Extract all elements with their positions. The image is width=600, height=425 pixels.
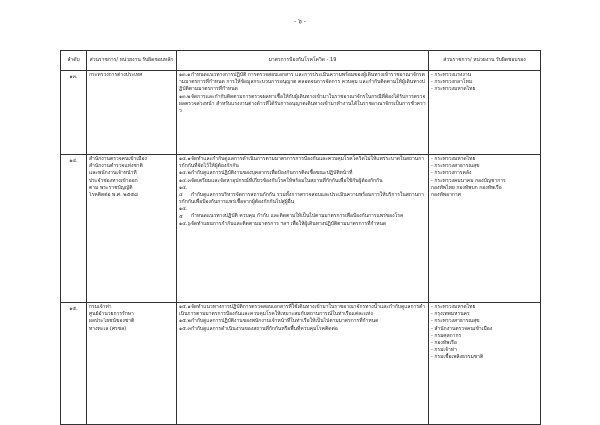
support-agency-item: - กระทรวงสาธารณสุข xyxy=(431,163,480,170)
support-agency-item: - กระทรวงแรงงาน xyxy=(431,72,472,78)
support-agency-item: - กรมเจ้าท่า xyxy=(431,347,457,354)
row-seq: ๑๔. xyxy=(61,155,87,303)
main-agency-line: กระทรวงการต่างประเทศ xyxy=(89,72,143,78)
row-seq: ๑๕. xyxy=(61,303,87,425)
measures-cell xyxy=(177,303,429,425)
measures-cell xyxy=(177,71,429,155)
main-agency-line: โรคติดต่อ พ.ศ. ๒๕๕๘ xyxy=(89,192,139,199)
main-agency-line: ตาม พระราชบัญญัติ xyxy=(89,184,133,191)
measure-item: ๑๔.๖จัดทำแผนการกำกับและติดตามมาตรการ ฯลฯ เพื่อให้ผู้เดินทางปฏิบัติตามมาตรการที่กำหนด xyxy=(179,220,387,227)
support-agency-item: - กระทรวงการคลัง xyxy=(431,170,472,177)
main-agency-line: สำนักงานตรวจคนเข้าเมือง xyxy=(89,156,147,162)
measures-table xyxy=(60,50,541,425)
measure-item: ๑๔.๓จัดเตรียมและจัดหาอุปกรณ์ที่เกี่ยวข้องกับโรคให้พร้อมในสถานที่กักกันเพื่อใช้กับผู้ต้องกักกัน xyxy=(179,177,383,184)
measure-item: ๑๕.๒กำกับดูแลการปฏิบัติงานของพนักงานเจ้าหน้าที่ในท่าเรือให้เป็นไปตามมาตรการที่กำหนด xyxy=(179,318,379,325)
measure-item: ๑๔.๔ กำกับดูแลการบริหารจัดการสถานกักกัน รวมทั้งการตรวจสอบและประเมินความพร้อมการให้บริการในสถานการกักกันเพื่อป้องกันการแพร่เชื้อจากผู้ต้องกักกันไปสู่ผู้อื่น xyxy=(179,184,424,206)
support-agency-item: - กระทรวงกลาโหม xyxy=(431,79,473,86)
page-number: - ๖ - xyxy=(294,18,306,25)
measure-item: ๑๓.๑กำหนดแนวทางการปฏิบัติ การตรวจสอบเอกสาร และการประเมินความพร้อมของผู้เดินทางเข้าราชอาณาจักรตามมาตรการที่กำหนด การให้ข้อมูลกระบวนการอนุญาต ตลอดจนการจัดการ ควบคุม และกำกับติดตามให้ผู้เดินทางปฏิบัติตามมาตรการที่กำหนด xyxy=(179,72,425,93)
support-agency xyxy=(429,71,541,155)
support-agency xyxy=(429,155,541,303)
header-measures: มาตรการป้องกันโรคโควิด - 19 xyxy=(177,51,429,71)
table-row xyxy=(61,155,541,303)
support-agency-item: - กระทรวงมหาดไทย xyxy=(431,86,476,93)
row-seq: ๑๓. xyxy=(61,71,87,155)
header-seq: ลำดับ xyxy=(61,51,87,71)
support-agency-item: - กองทัพเรือ xyxy=(431,340,457,347)
header-support-agency: ส่วนราชการ/ หน่วยงาน รับผิดชอบรอง xyxy=(429,51,541,71)
measures-cell xyxy=(177,155,429,303)
support-agency-item: กองทัพอากาศ xyxy=(431,192,461,199)
main-agency-line: ศูนย์อำนวยการรักษา xyxy=(89,311,134,318)
main-agency-line: กรมเจ้าท่า xyxy=(89,304,112,310)
measure-item: ๑๔.๒กำกับดูแลการปฏิบัติงานของบุคลากรเพื่อป้องกันการติดเชื้อขณะปฏิบัติหน้าที่ xyxy=(179,170,353,177)
header-main-agency: ส่วนราชการ/ หน่วยงาน รับผิดชอบหลัก xyxy=(87,51,177,71)
main-agency xyxy=(87,303,177,425)
support-agency-item: - กรมศุลกากร xyxy=(431,332,462,339)
main-agency xyxy=(87,71,177,155)
support-agency-item: - กรมเชื้อเพลิงธรรมชาติ xyxy=(431,354,484,361)
main-agency-line: และพนักงานเจ้าหน้าที่ xyxy=(89,170,137,177)
main-agency-line: ทางทะเล (ศรชล) xyxy=(89,325,127,332)
measure-item: ๑๓.๒จัดการและกำกับติดตามการตรวจผลหาเชื้อให้กับผู้เดินทางเข้ามาในราชอาณาจักรในกรณีที่ต้องได้รับการตรวจผลตรวจล่วงหน้า สำหรับแรงงานต่างด้าวที่ได้รับการอนุญาตเดินทางเข้ามาทำงานได้ในราชอาณาจักรเป็นการชั่วคราว xyxy=(179,93,426,115)
main-agency xyxy=(87,155,177,303)
table-header-row xyxy=(61,51,541,71)
main-agency-line: สำนักงานตำรวจแห่งชาติ xyxy=(89,163,143,170)
support-agency-item: - สำนักงานตรวจคนเข้าเมือง xyxy=(431,325,493,332)
main-agency-line: ผลประโยชน์ของชาติ xyxy=(89,318,135,325)
table-row xyxy=(61,71,541,155)
main-agency-line: ประจำช่องทางเข้าออก xyxy=(89,177,138,184)
measure-item: ๑๕.๑จัดทำแนวทางการปฏิบัติการตรวจสอบเอกสารที่ใช้เดินทางเข้ามาในราชอาณาจักรทางน้ำและกำกับดูแลการดำเนินการตามมาตรการป้องกันและควบคุมโรคให้เหมาะสมกับสถานการณ์ในท่าเรือแต่ละแห่ง xyxy=(179,304,426,318)
measure-item: ๑๕.๓กำกับดูแลการดำเนินงานของสถานที่กักกันหรือพื้นที่ควบคุมโรคติดต่อ xyxy=(179,325,338,332)
support-agency-item: กองทัพไทย กองทัพบก กองทัพเรือ xyxy=(431,184,502,191)
support-agency-item: - กรุงเทพมหานคร xyxy=(431,311,470,318)
support-agency-item: - กระทรวงมหาดไทย xyxy=(431,156,476,162)
support-agency-item: - กระทรวงมหาดไทย xyxy=(431,304,476,310)
support-agency-item: - กระทรวงคมนาคม กองบัญชาการ xyxy=(431,177,506,184)
support-agency xyxy=(429,303,541,425)
table-row xyxy=(61,303,541,425)
support-agency-item: - กระทรวงสาธารณสุข xyxy=(431,318,480,325)
measure-item: ๑๔.๑จัดทำและกำกับดูแลการดำเนินการตามมาตรการการป้องกันและควบคุมโรคโควิดไม่ให้แพร่ระบาดในสถานการกักกันที่จัดไว้ให้ผู้ต้องกักกัน xyxy=(179,156,425,170)
measure-item: ๑๔.๕ กำหนดแนวทางปฏิบัติ ควบคุม กำกับ และติดตามให้เป็นไปตามมาตรการเพื่อป้องกันการแพร่ของโรค xyxy=(179,206,404,220)
